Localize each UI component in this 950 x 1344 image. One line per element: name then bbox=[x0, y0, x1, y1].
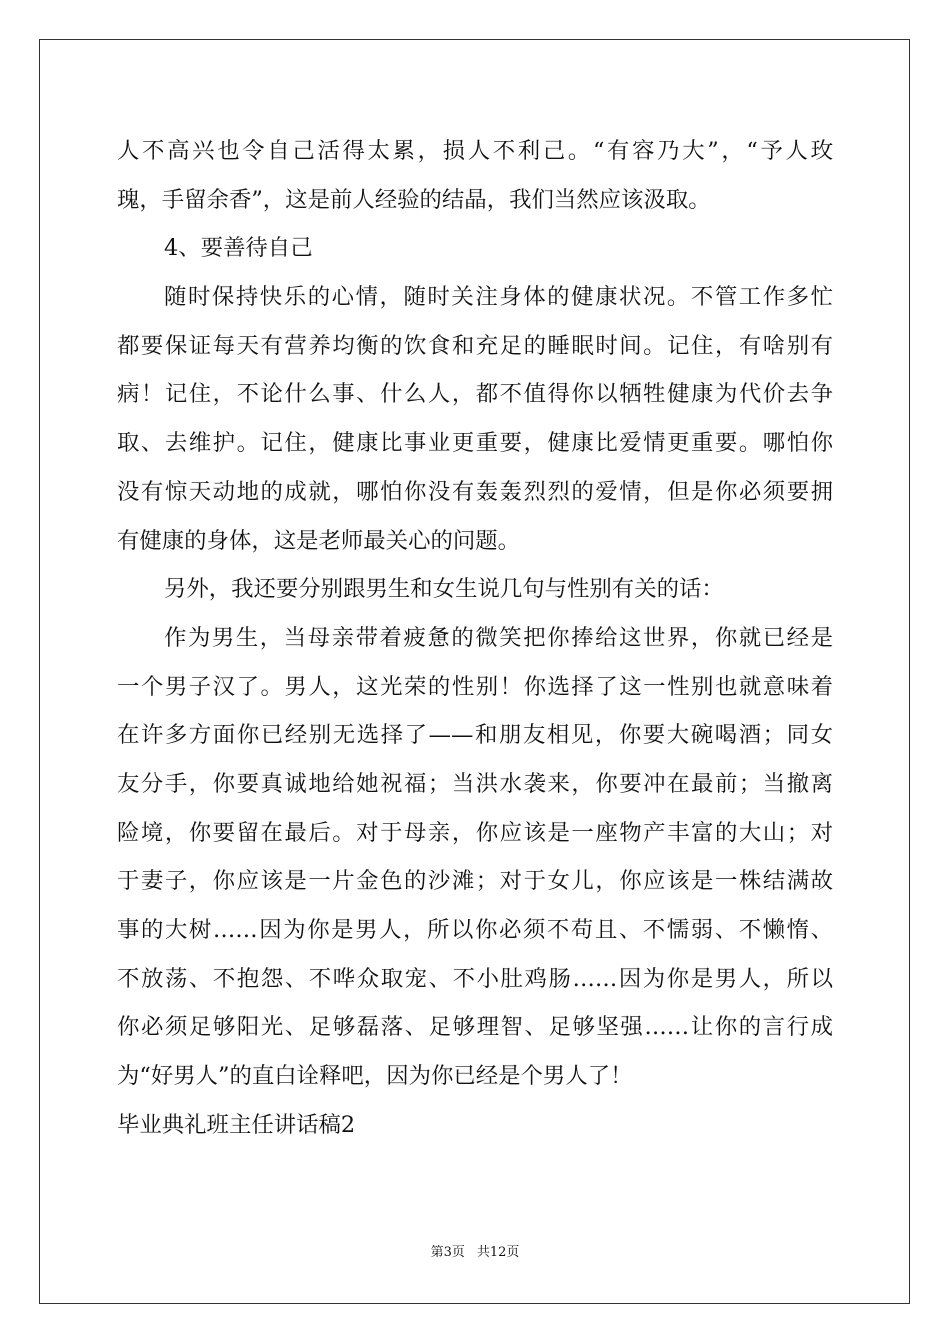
paragraph-line: 另外，我还要分别跟男生和女生说几句与性别有关的话： bbox=[164, 576, 724, 603]
paragraph-line: 没有惊天动地的成就，哪怕你没有轰轰烈烈的爱情，但是你必须要拥 bbox=[117, 478, 833, 505]
page-footer bbox=[0, 1241, 950, 1260]
page-total: 共12页 bbox=[476, 1245, 520, 1260]
paragraph-line: 在许多方面你已经别无选择了——和朋友相见，你要大碗喝酒；同女 bbox=[117, 722, 833, 749]
paragraph-line: 为“好男人”的直白诠释吧，因为你已经是个男人了！ bbox=[117, 1063, 633, 1090]
document-body bbox=[117, 127, 833, 1149]
paragraph-line: 取、去维护。记住，健康比事业更重要，健康比爱情更重要。哪怕你 bbox=[117, 430, 833, 457]
page-number: 第3页 bbox=[430, 1245, 465, 1260]
paragraph-line: 病！记住，不论什么事、什么人，都不值得你以牺牲健康为代价去争 bbox=[117, 381, 833, 408]
paragraph-line: 随时保持快乐的心情，随时关注身体的健康状况。不管工作多忙 bbox=[164, 284, 833, 311]
paragraph-line: 你必须足够阳光、足够磊落、足够理智、足够坚强……让你的言行成 bbox=[117, 1014, 833, 1041]
paragraph-line: 险境，你要留在最后。对于母亲，你应该是一座物产丰富的大山；对 bbox=[117, 819, 833, 846]
paragraph-line: 友分手，你要真诚地给她祝福；当洪水袭来，你要冲在最前；当撤离 bbox=[117, 770, 833, 797]
paragraph-line: 于妻子，你应该是一片金色的沙滩；对于女儿，你应该是一株结满故 bbox=[117, 868, 833, 895]
paragraph-line: 人不高兴也令自己活得太累，损人不利己。“有容乃大”，“予人玫 bbox=[117, 138, 833, 164]
paragraph-line: 瑰，手留余香”，这是前人经验的结晶，我们当然应该汲取。 bbox=[117, 186, 711, 213]
paragraph-line: 作为男生，当母亲带着疲惫的微笑把你捧给这世界，你就已经是 bbox=[164, 624, 833, 651]
document-title: 毕业典礼班主任讲话稿2 bbox=[117, 1111, 356, 1138]
section-heading: 4、要善待自己 bbox=[164, 235, 313, 262]
paragraph-line: 不放荡、不抱怨、不哗众取宠、不小肚鸡肠……因为你是男人，所以 bbox=[117, 965, 833, 992]
paragraph-line: 有健康的身体，这是老师最关心的问题。 bbox=[117, 527, 521, 554]
paragraph-line: 事的大树……因为你是男人，所以你必须不苟且、不懦弱、不懒惰、 bbox=[117, 917, 833, 943]
paragraph-line: 一个男子汉了。男人，这光荣的性别！你选择了这一性别也就意味着 bbox=[117, 673, 833, 700]
paragraph-line: 都要保证每天有营养均衡的饮食和充足的睡眠时间。记住，有啥别有 bbox=[117, 332, 833, 359]
